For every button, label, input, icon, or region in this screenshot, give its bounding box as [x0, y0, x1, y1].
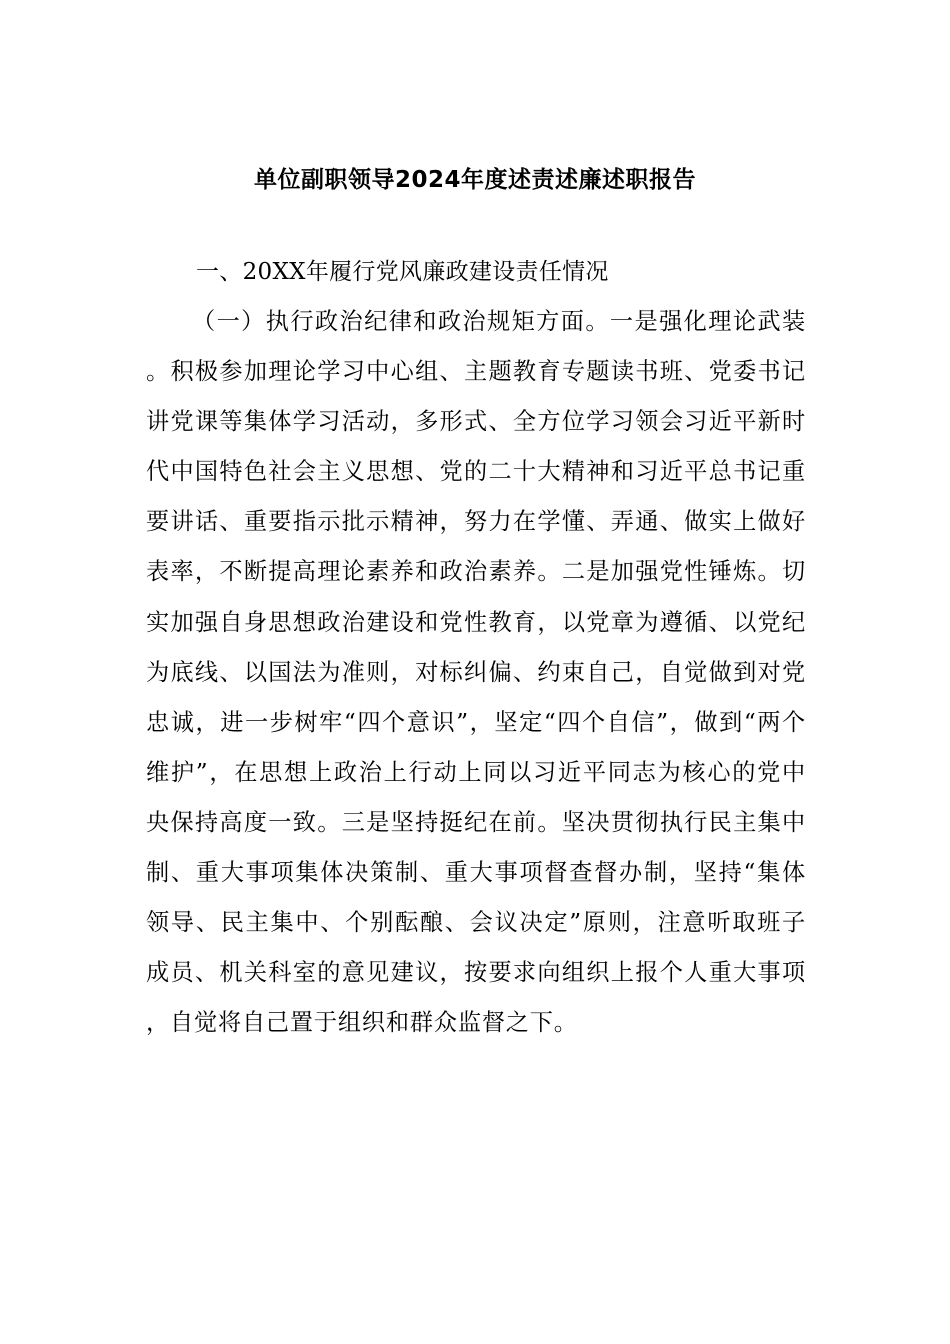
- section-heading: 一、20XX年履行党风廉政建设责任情况: [196, 259, 609, 285]
- document-body: [146, 247, 806, 1048]
- body-paragraph: （一）执行政治纪律和政治规矩方面。一是强化理论武装。积极参加理论学习中心组、主题教育专题读书班、党委书记讲党课等集体学习活动，多形式、全方位学习领会习近平新时代中国特色社会主义思想、党的二十大精神和习近平总书记重要讲话、重要指示批示精神，努力在学懂、弄通、做实上做好表率，不断提高理论素养和政治素养。二是加强党性锤炼。切实加强自身思想政治建设和党性教育，以党章为遵循、以党纪为底线、以国法为准则，对标纠偏、约束自己，自觉做到对党忠诚，进一步树牢“四个意识”，坚定“四个自信”，做到“两个维护”，在思想上政治上行动上同以习近平同志为核心的党中央保持高度一致。三是坚持挺纪在前。坚决贯彻执行民主集中制、重大事项集体决策制、重大事项督查督办制，坚持“集体领导、民主集中、个别酝酿、会议决定”原则，注意听取班子成员、机关科室的意见建议，按要求向组织上报个人重大事项，自觉将自己置于组织和群众监督之下。: [146, 308, 806, 1037]
- document-title: 单位副职领导2024年度述责述廉述职报告: [253, 167, 696, 193]
